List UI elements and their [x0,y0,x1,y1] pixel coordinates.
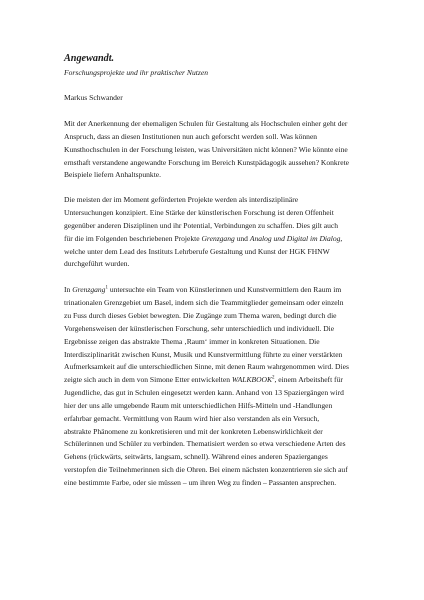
text-line: Ergebnisse zeigen das abstrakte Thema ‚Raum‘ immer in konkreten Situationen. Die [64,336,320,346]
text-line: abstrakte Phänomene zu konkretisieren und mit der konkreten Lebenswirklichkeit der [64,426,323,436]
text-line [64,233,364,246]
text-line [64,284,364,297]
paragraph-intro [64,118,364,182]
text-line: gegenüber anderen Disziplinen und ihr Potential, Verbindungen zu schaffen. Dies gilt auch [64,220,339,230]
text-run: , [340,233,343,243]
walkbook-title: WALKBOOK [231,375,273,385]
text-line: zu Fuss durch dieses Gebiet bewegten. Die Zugänge zum Thema waren, bedingt durch die [64,310,337,320]
text-run: für die im Folgenden beschriebenen Projekte [64,233,202,243]
text-run: untersuchte ein Team von Künstlerinnen und Kunstvermittlern den Raum im [107,285,342,295]
footnote-ref-2: 2 [272,375,275,381]
text-line: erfahrbar gemacht. Vermittlung von Raum wird hier also verstanden als ein Versuch, [64,413,320,423]
text-line: Vorgehensweisen der künstlerischen Forschung, sehr unterschiedlich und individuell. Die [64,323,335,333]
project-name-grenzgang: Grenzgang [72,285,106,295]
text-run: In [64,285,73,295]
project-name-grenzgang: Grenzgang [201,233,235,243]
text-line: durchgeführt wurden. [64,259,130,269]
article [64,52,364,490]
text-line: Jugendliche, das gut in Schulen eingesetzt werden kann. Anhand von 13 Spaziergängen wird [64,388,344,398]
text-line [64,374,364,387]
text-line: Untersuchungen konzipiert. Eine Stärke der künstlerischen Forschung ist deren Offenheit [64,208,334,218]
text-line: eine bestimmte Farbe, oder sie müssen – um ihren Weg zu finden – Passanten ansprechen. [64,477,337,487]
text-line: Aufmerksamkeit auf die unterschiedlichen Sinne, mit denen Raum wahrgenommen wird. Dies [64,362,349,372]
text-line: trinationalen Grenzgebiet um Basel, indem sich die Teammitglieder gemeinsam oder einzeln [64,298,344,308]
project-name-analog-digital: Analog und Digital im Dialog [249,233,341,243]
paragraph-projects [64,194,364,271]
text-line: welche unter dem Lead des Instituts Lehrberufe Gestaltung und Kunst der HGK FHNW [64,246,330,256]
text-line: Beispiele liefern Anhaltspunkte. [64,170,162,180]
text-line: Kunsthochschulen in der Forschung leisten, was Universitäten nicht können? Wie könnte eine [64,144,348,154]
text-line: Die meisten der im Moment geförderten Projekte werden als interdisziplinäre [64,195,299,205]
footnote-ref-1: 1 [105,285,108,291]
text-line: ernsthaft verstandene angewandte Forschung im Bereich Kunstpädagogik aussehen? Konkrete [64,157,350,167]
paragraph-grenzgang [64,284,364,490]
text-run: , einem Arbeitsheft für [274,375,343,385]
text-run: zeigte sich auch in dem von Simone Etter entwickelten [64,375,232,385]
text-line: Schülerinnen und Schüler zu verbinden. Thematisiert werden so etwa verschiedene Arten des [64,439,346,449]
article-subtitle: Forschungsprojekte und ihr praktischer Nutzen [64,68,208,77]
article-title: Angewandt. [64,53,115,64]
text-line: Mit der Anerkennung der ehemaligen Schulen für Gestaltung als Hochschulen einher geht der [64,119,348,128]
author-name: Markus Schwander [64,93,123,102]
text-line: Interdisziplinarität zwischen Kunst, Musik und Kunstvermittlung führte zu einer verstärkten [64,349,343,359]
text-run: und [234,233,250,243]
text-line: hier der uns alle umgebende Raum mit unterschiedlichen Hilfs-Mitteln und -Handlungen [64,400,333,410]
text-line: Gehens (rückwärts, seitwärts, langsam, schnell). Während eines anderen Spazierganges [64,452,328,462]
text-line: verstopfen die Teilnehmerinnen sich die Ohren. Bei einem nächsten konzentrieren sie sich auf [64,465,348,475]
text-line: Anspruch, dass an diesen Institutionen nun auch geforscht werden soll. Was können [64,131,318,141]
